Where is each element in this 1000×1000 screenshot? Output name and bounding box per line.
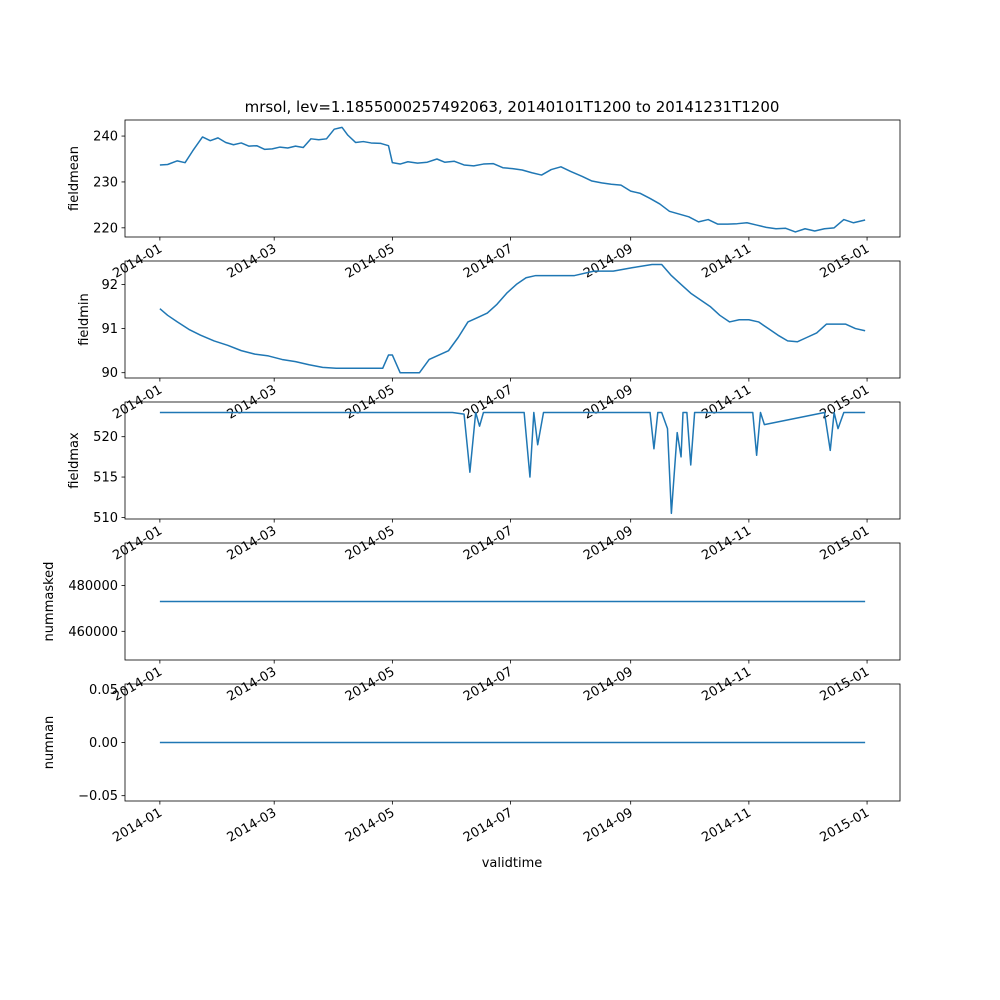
- x-tick-label: 2015-01: [817, 805, 873, 846]
- x-tick-label: 2014-09: [581, 805, 636, 846]
- y-tick-label: 460000: [68, 624, 118, 640]
- y-tick-label: 220: [93, 221, 118, 237]
- x-tick-label: 2015-01: [817, 241, 873, 282]
- x-tick-label: 2014-11: [699, 664, 754, 705]
- y-tick-label: 0.00: [89, 736, 118, 751]
- x-tick-label: 2014-03: [224, 241, 280, 282]
- y-tick-label: 480000: [68, 578, 118, 594]
- x-tick-label: 2014-01: [110, 664, 165, 705]
- x-tick-label: 2014-09: [581, 664, 636, 705]
- x-tick-label: 2014-05: [342, 382, 398, 423]
- x-tick-label: 2014-01: [110, 523, 165, 564]
- x-tick-label: 2014-09: [581, 241, 636, 282]
- x-tick-label: 2014-11: [699, 523, 754, 564]
- x-tick-label: 2015-01: [817, 382, 873, 423]
- y-tick-label: 230: [93, 175, 118, 191]
- x-tick-label: 2014-03: [224, 805, 280, 846]
- x-tick-label: 2014-01: [110, 241, 165, 282]
- x-tick-label: 2014-01: [110, 382, 165, 423]
- y-tick-label: 0.05: [89, 682, 118, 698]
- x-axis-label: validtime: [481, 856, 543, 871]
- y-tick-label: 240: [93, 129, 118, 145]
- y-axis-label-fieldmean: fieldmean: [67, 146, 82, 211]
- y-tick-label: 92: [101, 277, 118, 293]
- x-tick-label: 2014-07: [461, 382, 516, 423]
- x-tick-label: 2014-07: [461, 805, 516, 846]
- y-tick-label: −0.05: [78, 789, 118, 805]
- y-axis-label-fieldmax: fieldmax: [67, 432, 82, 489]
- x-tick-label: 2014-11: [699, 382, 754, 423]
- y-axis-label-numnan: numnan: [42, 715, 57, 770]
- x-tick-label: 2014-05: [342, 523, 398, 564]
- y-axis-label-fieldmin: fieldmin: [77, 293, 92, 346]
- x-tick-label: 2015-01: [817, 523, 873, 564]
- x-tick-label: 2014-03: [224, 523, 280, 564]
- x-tick-label: 2014-03: [224, 664, 280, 705]
- x-tick-label: 2014-09: [581, 523, 636, 564]
- x-tick-label: 2014-11: [699, 805, 754, 846]
- x-tick-label: 2014-07: [461, 241, 516, 282]
- x-tick-label: 2014-01: [110, 805, 165, 846]
- x-tick-label: 2014-07: [461, 664, 516, 705]
- y-tick-label: 90: [101, 366, 118, 382]
- y-tick-label: 520: [93, 430, 118, 446]
- x-tick-label: 2014-03: [224, 382, 280, 423]
- x-tick-label: 2014-09: [581, 382, 636, 423]
- y-tick-label: 510: [93, 510, 118, 526]
- y-tick-label: 515: [93, 470, 118, 486]
- y-tick-label: 91: [101, 322, 118, 338]
- x-tick-label: 2014-05: [342, 664, 398, 705]
- figure-title: mrsol, lev=1.1855000257492063, 20140101T1200 to 20141231T1200: [244, 98, 780, 116]
- x-tick-label: 2014-07: [461, 523, 516, 564]
- x-tick-label: 2014-05: [342, 241, 398, 282]
- x-tick-label: 2014-05: [342, 805, 398, 846]
- x-tick-label: 2015-01: [817, 664, 873, 705]
- y-axis-label-nummasked: nummasked: [42, 561, 57, 642]
- x-tick-label: 2014-11: [699, 241, 754, 282]
